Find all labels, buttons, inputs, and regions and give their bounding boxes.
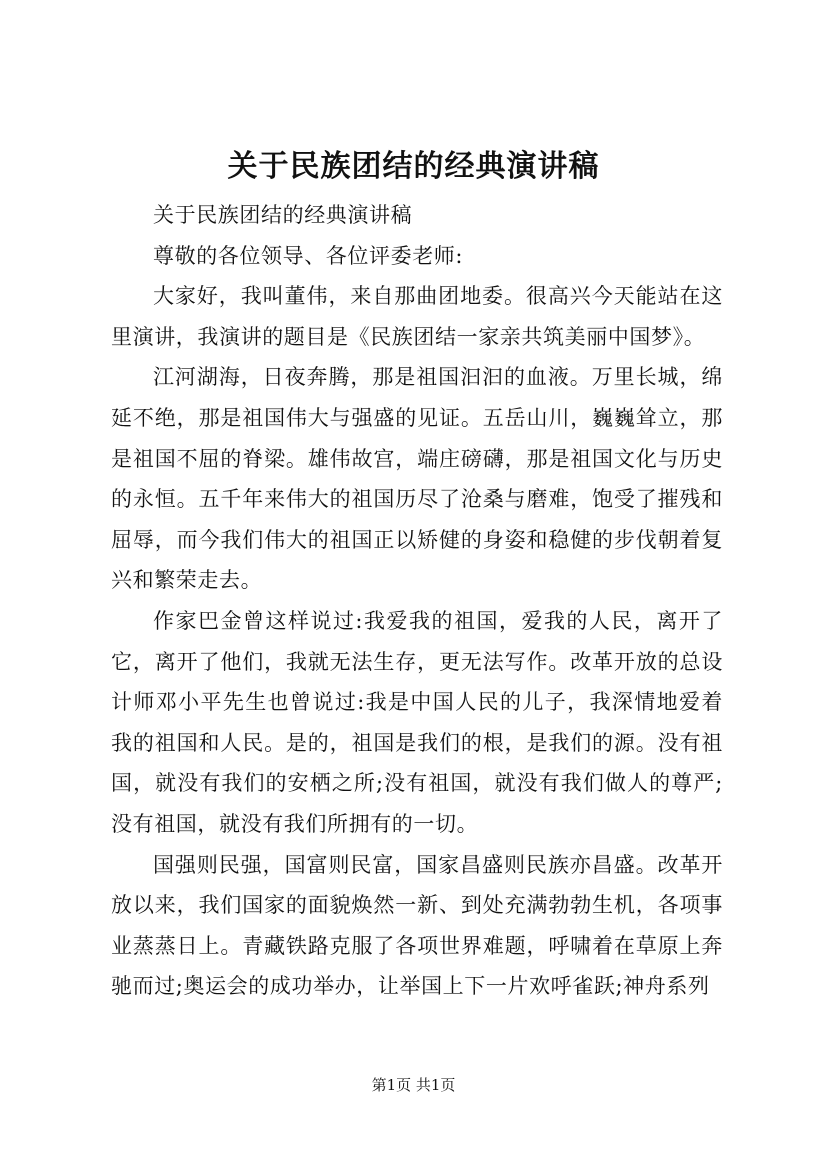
- paragraph-introduction: 大家好，我叫董伟，来自那曲团地委。很高兴今天能站在这里演讲，我演讲的题目是《民族团结一家亲共筑美丽中国梦》。: [111, 284, 723, 349]
- paragraph-prosperity: 国强则民强，国富则民富，国家昌盛则民族亦昌盛。改革开放以来，我们国家的面貌焕然一新、到处充满勃勃生机，各项事业蒸蒸日上。青藏铁路克服了各项世界难题，呼啸着在草原上奔驰而过;奥运会的成功举办，让举国上下一片欢呼雀跃;神舟系列: [111, 852, 723, 999]
- paragraph-salutation: 尊敬的各位领导、各位评委老师:: [153, 243, 464, 268]
- document-body: [111, 195, 723, 1007]
- page-footer: 第1页 共1页: [371, 1076, 456, 1094]
- document-title: 关于民族团结的经典演讲稿: [227, 149, 600, 184]
- paragraph-motherland: 江河湖海，日夜奔腾，那是祖国汩汩的血液。万里长城，绵延不绝，那是祖国伟大与强盛的见证。五岳山川，巍巍耸立，那是祖国不屈的脊梁。雄伟故宫，端庄磅礴，那是祖国文化与历史的永恒。五千年来伟大的祖国历尽了沧桑与磨难，饱受了摧残和屈辱，而今我们伟大的祖国正以矫健的身姿和稳健的步伐朝着复兴和繁荣走去。: [111, 365, 723, 593]
- paragraph-quotes: 作家巴金曾这样说过:我爱我的祖国，爱我的人民，离开了它，离开了他们，我就无法生存，更无法写作。改革开放的总设计师邓小平先生也曾说过:我是中国人民的儿子，我深情地爱着我的祖国和人民。是的，祖国是我们的根，是我们的源。没有祖国，就没有我们的安栖之所;没有祖国，就没有我们做人的尊严;没有祖国，就没有我们所拥有的一切。: [111, 608, 723, 836]
- paragraph-subtitle: 关于民族团结的经典演讲稿: [153, 203, 413, 227]
